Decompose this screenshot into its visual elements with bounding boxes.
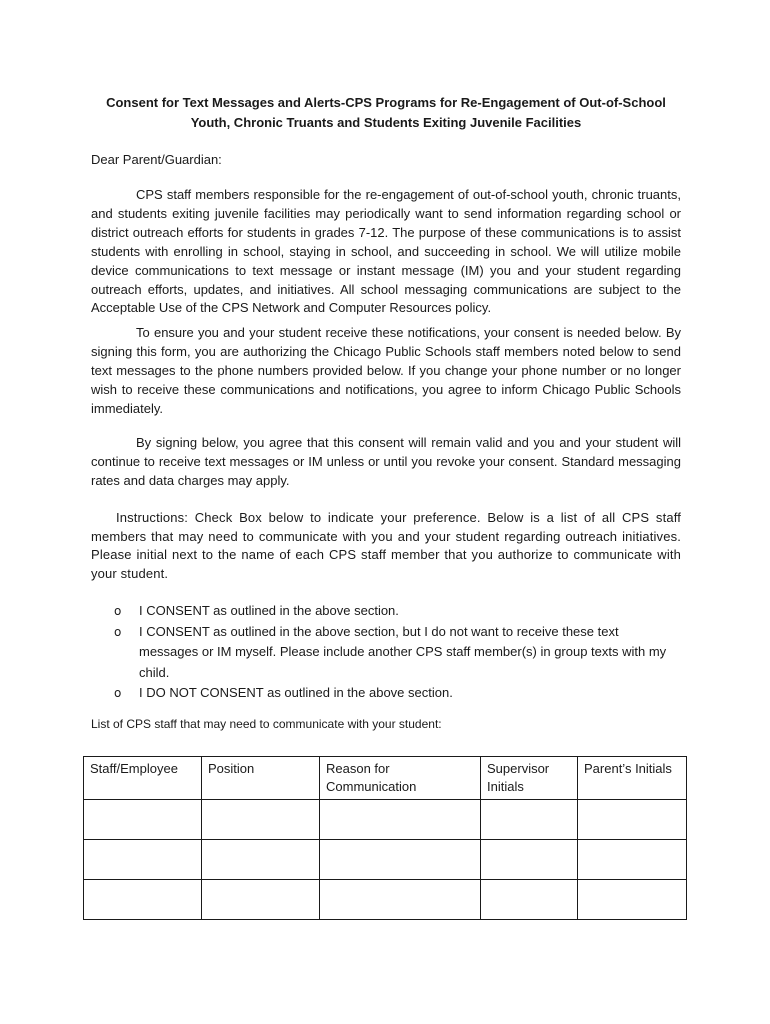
table-cell[interactable] — [481, 840, 578, 880]
consent-option-no[interactable] — [91, 683, 681, 704]
header-reason: Reason for Communication — [320, 757, 481, 800]
consent-option-label: I DO NOT CONSENT as outlined in the above section. — [139, 685, 453, 701]
staff-list-caption: List of CPS staff that may need to communicate with your student: — [91, 716, 442, 731]
table-cell[interactable] — [578, 800, 687, 840]
checkbox-circle-icon[interactable]: o — [114, 686, 122, 701]
document-title: Consent for Text Messages and Alerts-CPS Programs for Re-Engagement of Out-of-School Youth, Chronic Truants and Students Exiting Juvenile Facilities — [106, 95, 666, 130]
consent-option-yes-group[interactable] — [91, 622, 681, 684]
table-header-row — [84, 757, 687, 800]
table-cell[interactable] — [84, 800, 202, 840]
header-parent-initials: Parent’s Initials — [578, 757, 687, 800]
table-cell[interactable] — [202, 800, 320, 840]
table-cell[interactable] — [578, 840, 687, 880]
greeting: Dear Parent/Guardian: — [91, 152, 222, 167]
consent-form-page — [90, 93, 681, 794]
paragraph-purpose: CPS staff members responsible for the re-engagement of out-of-school youth, chronic truants, and students exiting juvenile facilities may periodically want to send information regarding school or district outreach efforts for students in grades 7-12. The purpose of these communications is to assist students with enrolling in school, staying in school, and succeeding in school. We will utilize mobile device communications to text message or instant message (IM) you and your student regarding outreach efforts, updates, and initiatives. All school messaging communications are subject to the Acceptable Use of the CPS Network and Computer Resources policy. — [91, 187, 681, 316]
checkbox-circle-icon[interactable]: o — [114, 624, 122, 639]
table-cell[interactable] — [202, 880, 320, 920]
checkbox-circle-icon[interactable]: o — [114, 604, 122, 619]
consent-options — [91, 601, 681, 704]
consent-option-yes[interactable] — [91, 601, 681, 622]
consent-option-label: I CONSENT as outlined in the above section, but I do not want to receive these text messages or IM myself. Please include another CPS staff member(s) in group texts with my child. — [139, 623, 667, 680]
header-position: Position — [202, 757, 320, 800]
table-cell[interactable] — [320, 800, 481, 840]
staff-table — [83, 756, 687, 920]
paragraph-validity: By signing below, you agree that this consent will remain valid and you and your student will continue to receive text messages or IM unless or until you revoke your consent. Standard messaging rates and data charges may apply. — [91, 434, 681, 488]
table-row — [84, 800, 687, 840]
instructions: Instructions: Check Box below to indicate your preference. Below is a list of all CPS staff members that may need to communicate with you and your student regarding outreach initiatives. Please initial next to the name of each CPS staff member that you authorize to communicate with your student. — [91, 509, 681, 582]
header-staff-employee: Staff/Employee — [84, 757, 202, 800]
table-row — [84, 840, 687, 880]
table-cell[interactable] — [481, 880, 578, 920]
table-cell[interactable] — [320, 880, 481, 920]
consent-option-label: I CONSENT as outlined in the above section. — [139, 603, 399, 619]
header-supervisor-initials: Supervisor Initials — [481, 757, 578, 800]
table-cell[interactable] — [578, 880, 687, 920]
table-cell[interactable] — [202, 840, 320, 880]
table-cell[interactable] — [481, 800, 578, 840]
table-row — [84, 880, 687, 920]
paragraph-authorization: To ensure you and your student receive these notifications, your consent is needed below. By signing this form, you are authorizing the Chicago Public Schools staff members noted below to send text messages to the phone numbers provided below. If you change your phone number or no longer wish to receive these communications and notifications, you agree to inform Chicago Public Schools immediately. — [91, 325, 681, 416]
table-cell[interactable] — [84, 880, 202, 920]
table-cell[interactable] — [84, 840, 202, 880]
table-cell[interactable] — [320, 840, 481, 880]
